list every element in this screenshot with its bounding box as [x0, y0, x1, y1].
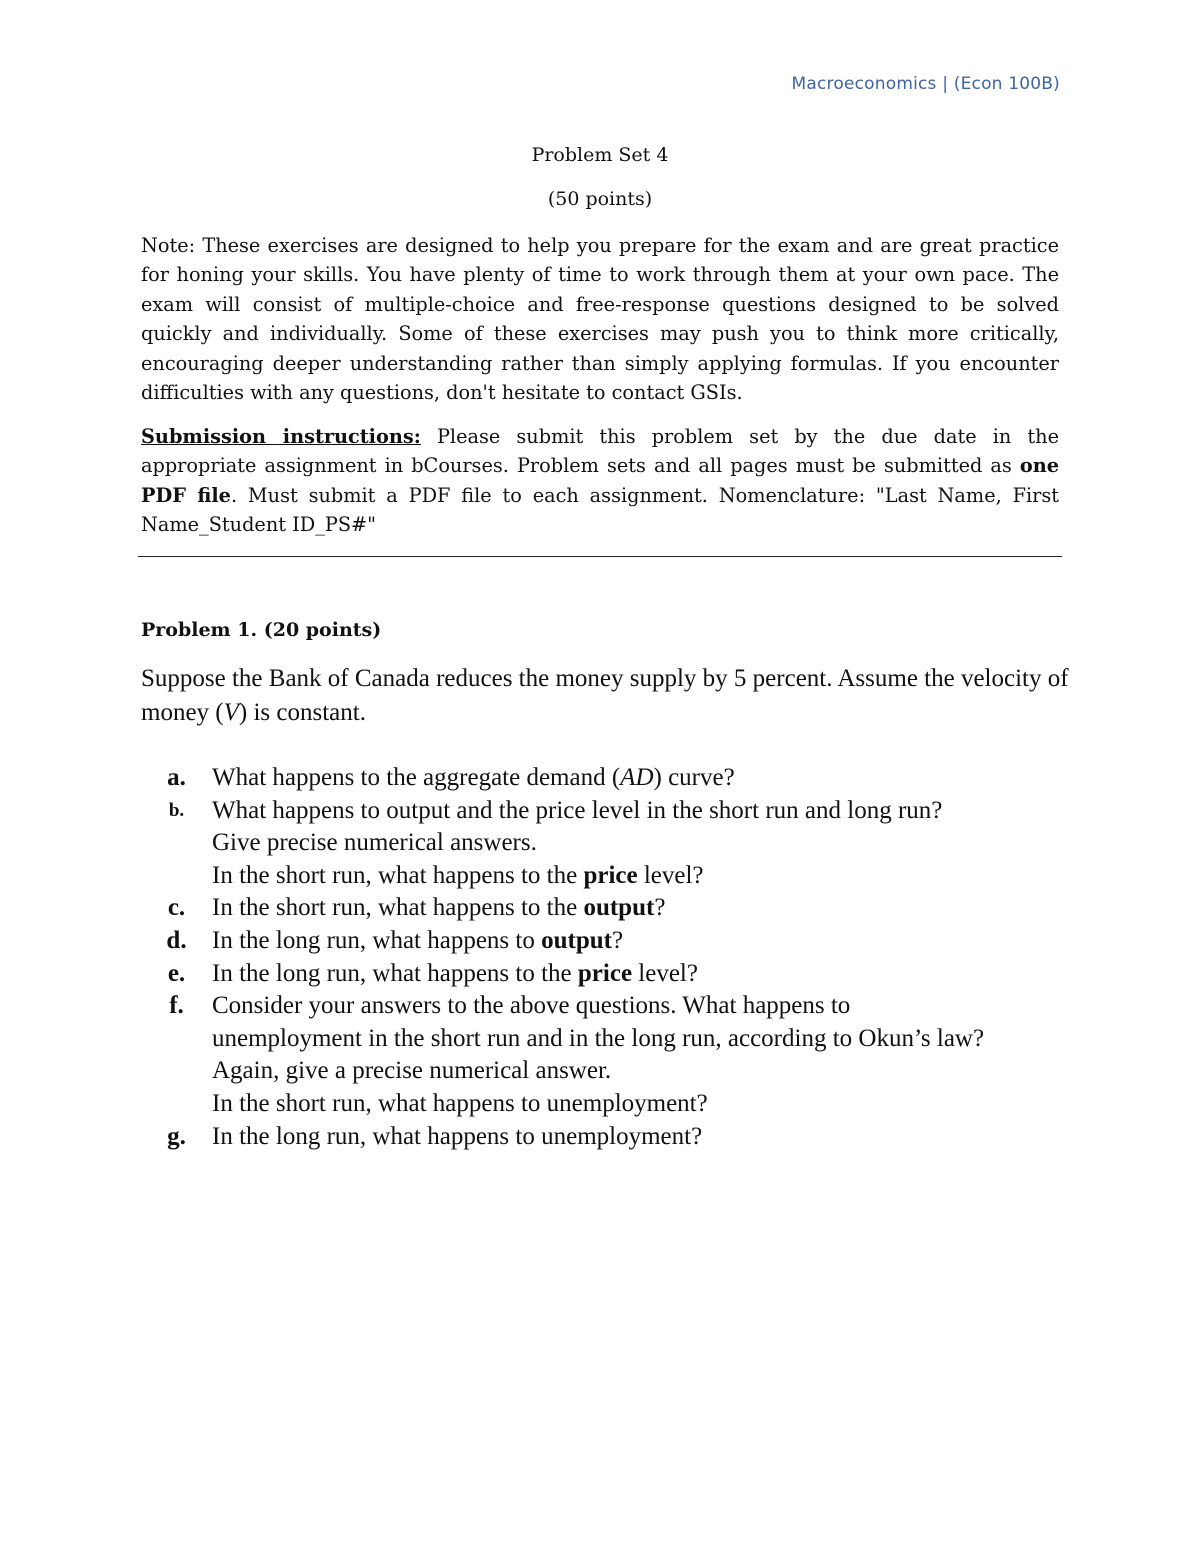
- horizontal-divider: [138, 556, 1062, 557]
- question-b-line-1: What happens to output and the price level in the short run and long run?: [212, 796, 943, 824]
- problem-set-title: Problem Set 4: [531, 144, 669, 166]
- question-c: [141, 892, 1071, 925]
- submission-label: Submission instructions:: [141, 425, 421, 448]
- question-c-pre: In the short run, what happens to the: [212, 894, 584, 922]
- question-f: [141, 990, 1071, 1120]
- submission-text-1: Please submit this problem set by the due date in the appropriate assignment in bCourses. Problem sets and all pages must be submitted as: [141, 425, 1059, 478]
- question-d-pre: In the long run, what happens to: [212, 926, 542, 954]
- running-header: Macroeconomics | (Econ 100B): [791, 74, 1060, 94]
- question-b-line-3-pre: In the short run, what happens to the: [212, 861, 584, 889]
- question-d-bold: output: [541, 926, 612, 954]
- question-a-pre: What happens to the aggregate demand (: [212, 764, 621, 791]
- problem-1-stem: [141, 662, 1071, 730]
- question-text: In the long run, what happens to unemployment?: [212, 1122, 703, 1150]
- question-marker: d.: [166, 926, 187, 954]
- ad-variable: AD: [620, 764, 654, 791]
- question-list: [141, 762, 1071, 1153]
- question-e: [141, 958, 1071, 991]
- question-text: [212, 762, 1071, 795]
- question-f-line-1: Consider your answers to the above questions. What happens to: [212, 992, 851, 1020]
- velocity-variable: V: [223, 699, 239, 726]
- submission-text-2: . Must submit a PDF file to each assignment. Nomenclature: "Last Name, First Name_Student ID_PS#": [141, 483, 1059, 537]
- problem-set-points: (50 points): [547, 188, 653, 210]
- question-b-bold: price: [583, 861, 638, 889]
- question-f-line-4: In the short run, what happens to unemployment?: [212, 1089, 708, 1117]
- question-text: [212, 990, 1071, 1120]
- question-text: [212, 795, 1071, 893]
- question-f-line-2: unemployment in the short run and in the long run, according to Okun’s law?: [212, 1024, 985, 1052]
- question-g: [141, 1121, 1071, 1154]
- question-e-pre: In the long run, what happens to the: [212, 959, 578, 987]
- question-b-line-2: Give precise numerical answers.: [212, 829, 537, 857]
- question-b-line-3: [212, 860, 1071, 893]
- question-c-bold: output: [583, 894, 655, 922]
- question-d: [141, 925, 1071, 958]
- question-e-bold: price: [577, 959, 633, 987]
- question-b-line-3-post: level?: [637, 861, 704, 889]
- question-marker: c.: [167, 894, 186, 922]
- question-a: [141, 762, 1071, 795]
- note-paragraph: Note: These exercises are designed to help you prepare for the exam and are great practice for honing your skills. You have plenty of time to work through them at your own pace. The exam will consist of multiple-choice and free-response questions designed to be solved quickly and individually. Some of these exercises may push you to think more critically, encouraging deeper understanding rather than simply applying formulas. If you encounter difficulties with any questions, don't hesitate to contact GSIs.: [141, 234, 1059, 405]
- submission-paragraph: [141, 422, 1059, 540]
- stem-text-a: Suppose the Bank of Canada reduces the money supply by 5 percent. Assume the velocity of money (: [141, 665, 1069, 726]
- question-d-post: ?: [611, 926, 624, 954]
- question-b: [141, 795, 1071, 893]
- question-a-post: ) curve?: [653, 764, 735, 791]
- question-marker: e.: [167, 959, 186, 987]
- question-text: [212, 925, 1071, 958]
- question-c-post: ?: [654, 894, 666, 922]
- stem-text-b: ) is constant.: [238, 699, 366, 726]
- problem-1-heading: Problem 1. (20 points): [141, 619, 382, 641]
- question-text: [212, 892, 1071, 925]
- question-marker: g.: [167, 1122, 186, 1150]
- question-text: [212, 958, 1071, 991]
- question-marker: f.: [169, 992, 184, 1020]
- question-marker: a.: [167, 764, 186, 791]
- submission-bold: one PDF file: [141, 454, 1059, 507]
- question-e-post: level?: [632, 959, 698, 987]
- question-f-line-3: Again, give a precise numerical answer.: [212, 1057, 612, 1085]
- question-marker: b.: [168, 799, 185, 821]
